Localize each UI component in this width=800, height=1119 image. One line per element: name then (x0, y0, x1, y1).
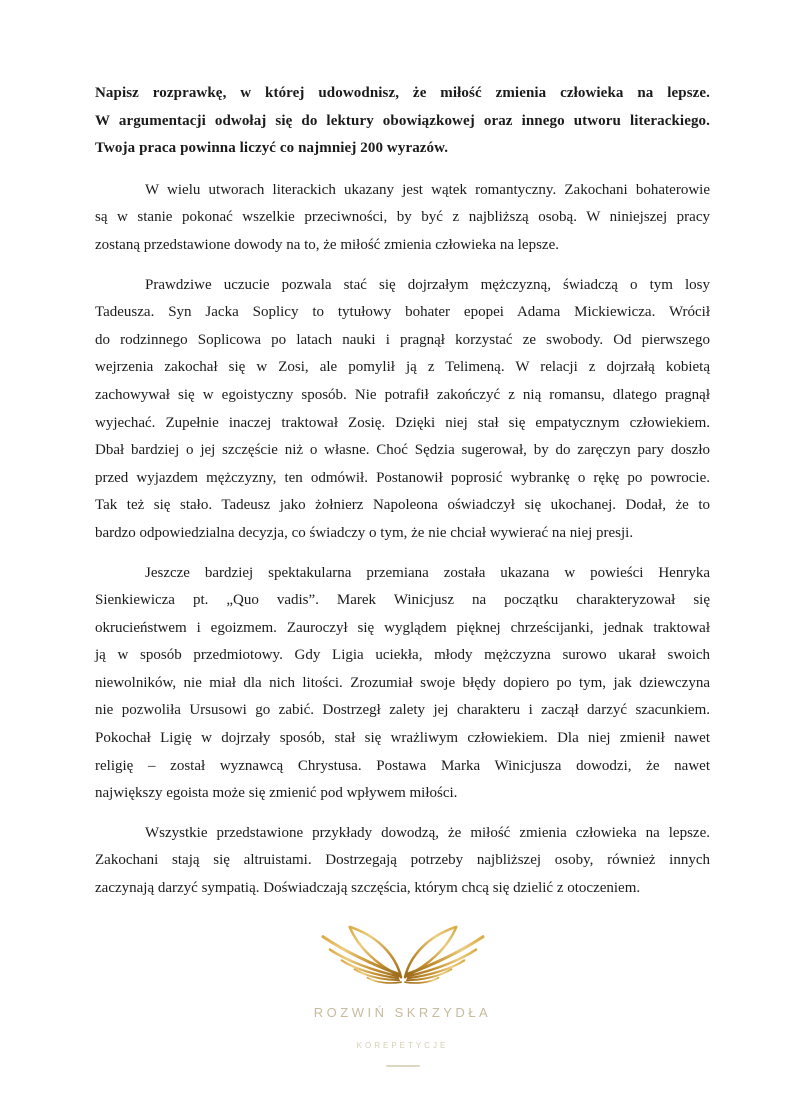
text-line: Tak też się stało. Tadeusz jako żołnierz Napoleona oświadczył się ukochanej. Dodał, że to (95, 497, 710, 514)
text-line: Napisz rozprawkę, w której udowodnisz, że miłość zmienia człowieka na lepsze. (95, 85, 710, 101)
text-line: religię – został wyznawcą Chrystusa. Postawa Marka Winicjusza dowodzi, że nawet (95, 757, 710, 774)
text-line: zostaną przedstawione dowody na to, że miłość zmienia człowieka na lepsze. (95, 236, 559, 253)
text-line: Pokochał Ligię w dojrzały sposób, stał się wrażliwym człowiekiem. Dla niej zmienił nawet (95, 730, 710, 747)
text-line: zaczynają darzyć sympatią. Doświadczają szczęścia, którym chcą się dzielić z otoczeniem. (95, 880, 641, 897)
text-line: Dbał bardziej o jej szczęście niż o własne. Choć Sędzia sugerował, by do zaręczyn pary doszło (95, 442, 710, 459)
text-line: W wielu utworach literackich ukazany jest wątek romantyczny. Zakochani bohaterowie (145, 181, 710, 198)
text-line: ją w sposób przedmiotowy. Gdy Ligia uciekła, młody mężczyzna surowo ukarał swoich (95, 647, 710, 664)
text-line: niewolników, nie miał dla nich litości. Zrozumiał swoje błędy dopiero po tym, jak dziewczyna (95, 674, 710, 691)
text-line: Zakochani stają się altruistami. Dostrzegają potrzeby najbliższej osoby, również innych (95, 852, 710, 869)
text-line: Sienkiewicza pt. „Quo vadis”. Marek Winicjusz na początku charakteryzował się (95, 592, 710, 609)
logo-brand-name: ROZWIŃ SKRZYDŁA (313, 1004, 492, 1020)
text-line: bardzo odpowiedzialna decyzja, co świadczy o tym, że nie chciał wywierać na niej presji. (95, 524, 634, 541)
essay-paragraph-conclusion (95, 820, 710, 903)
logo-underline-dash (386, 1065, 420, 1067)
company-logo (95, 915, 710, 1067)
golden-wings-icon (314, 915, 492, 994)
essay-paragraph-winicjusz-argument (95, 560, 710, 808)
text-line: Jeszcze bardziej spektakularna przemiana została ukazana w powieści Henryka (145, 564, 710, 581)
essay-paragraph-introduction (95, 177, 710, 260)
text-line: są w stanie pokonać wszelkie przeciwności, by być z najbliższą osobą. W niniejszej pracy (95, 209, 710, 226)
essay-prompt (95, 80, 710, 163)
text-line: wyjechać. Zupełnie inaczej traktował Zosię. Dzięki niej stał się empatycznym człowiekiem. (95, 414, 710, 431)
essay-paragraph-tadeusz-argument (95, 272, 710, 548)
text-line: największy egoista może się zmienić pod wpływem miłości. (95, 785, 458, 802)
text-line: zachowywał się w egoistyczny sposób. Nie potrafił zakończyć z nią romansu, dlatego pragnął (95, 386, 710, 403)
text-line: Twoja praca powinna liczyć co najmniej 200 wyrazów. (95, 140, 449, 157)
text-line: przed wyjazdem mężczyzny, ten odmówił. Postanowił poprosić wybrankę o rękę po powrocie. (95, 469, 710, 486)
text-line: nie pozwoliła Ursusowi go zabić. Dostrzegł zalety jej charakteru i zaczął darzyć szacunkiem. (95, 702, 710, 719)
text-line: okrucieństwem i egoizmem. Zauroczył się wyglądem pięknej chrześcijanki, jednak traktował (95, 619, 710, 636)
text-line: do rodzinnego Soplicowa po latach nauki i pragnął korzystać ze swobody. Od pierwszego (95, 331, 710, 348)
text-line: wejrzenia zakochał się w Zosi, ale pomylił ją z Telimeną. W relacji z dojrzałą kobietą (95, 359, 710, 376)
logo-tagline: KOREPETYCJE (356, 1041, 449, 1051)
text-line: Wszystkie przedstawione przykłady dowodzą, że miłość zmienia człowieka na lepsze. (145, 824, 710, 841)
text-line: W argumentacji odwołaj się do lektury obowiązkowej oraz innego utworu literackiego. (95, 112, 710, 129)
text-line: Prawdziwe uczucie pozwala stać się dojrzałym mężczyzną, świadczą o tym losy (145, 276, 710, 293)
text-line: Tadeusza. Syn Jacka Soplicy to tytułowy bohater epopei Adama Mickiewicza. Wrócił (95, 304, 710, 321)
